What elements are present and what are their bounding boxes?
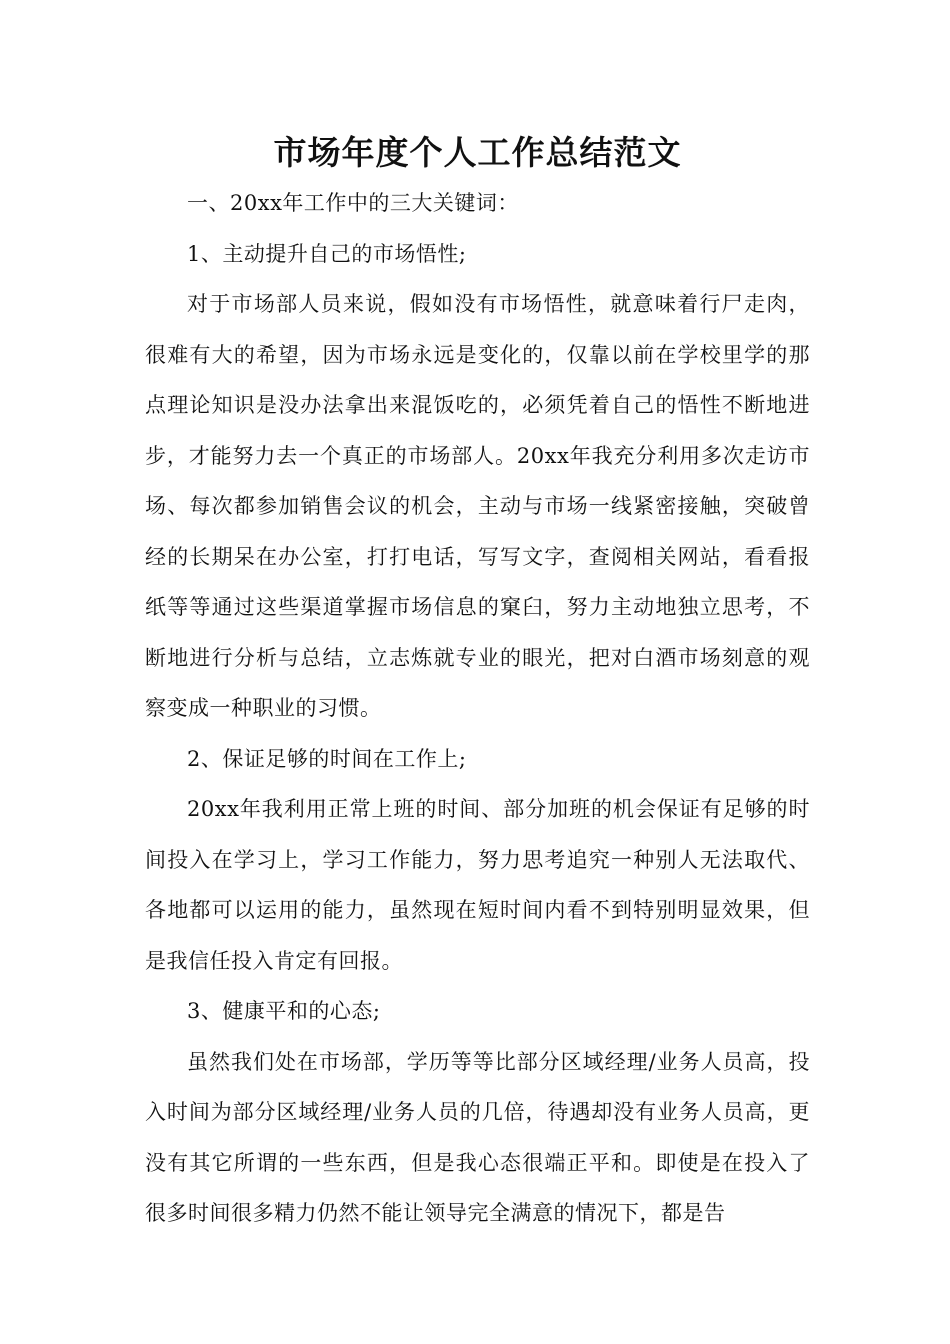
subheading-mindset: 3、健康平和的心态; bbox=[187, 999, 381, 1023]
document-title: 市场年度个人工作总结范文 bbox=[273, 133, 682, 172]
paragraph-mindset: 虽然我们处在市场部，学历等等比部分区域经理/业务人员高，投入时间为部分区域经理/业务人员的几倍，待遇却没有业务人员高，更没有其它所谓的一些东西，但是我心态很端正平和。即使是在投入了很多时间很多精力仍然不能让领导完全满意的情况下，都是告 bbox=[145, 1049, 810, 1225]
heading-keywords: 一、20xx年工作中的三大关键词： bbox=[187, 191, 519, 215]
paragraph-time: 20xx年我利用正常上班的时间、部分加班的机会保证有足够的时间投入在学习上，学习工作能力，努力思考追究一种别人无法取代、各地都可以运用的能力，虽然现在短时间内看不到特别明显效果，但是我信任投入肯定有回报。 bbox=[145, 797, 810, 973]
subheading-market-sense: 1、主动提升自己的市场悟性; bbox=[187, 241, 467, 266]
subheading-time: 2、保证足够的时间在工作上; bbox=[187, 746, 467, 771]
paragraph-market-sense: 对于市场部人员来说，假如没有市场悟性，就意味着行尸走肉，很难有大的希望，因为市场永远是变化的，仅靠以前在学校里学的那点理论知识是没办法拿出来混饭吃的，必须凭着自己的悟性不断地进步，才能努力去一个真正的市场部人。20xx年我充分利用多次走访市场、每次都参加销售会议的机会，主动与市场一线紧密接触，突破曾经的长期呆在办公室，打打电话，写写文字，查阅相关网站，看看报纸等等通过这些渠道掌握市场信息的窠臼，努力主动地独立思考，不断地进行分析与总结，立志炼就专业的眼光，把对白酒市场刻意的观察变成一种职业的习惯。 bbox=[145, 292, 810, 720]
